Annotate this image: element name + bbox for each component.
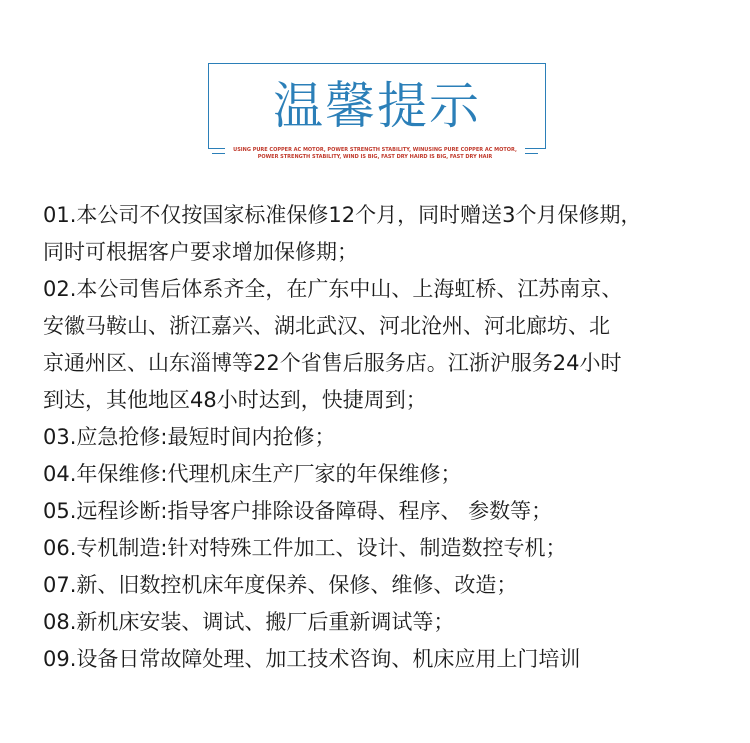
tip-line: 08.新机床安装、调试、搬厂后重新调试等； [43, 610, 455, 634]
header-caption: USING PURE COPPER AC MOTOR, POWER STRENGTH STABILITY, WINUSING PURE COPPER AC MOTOR, POWER STRENGTH STABILITY, WIND IS BIG, FAST DRY HAIRD IS BIG, FAST DRY HAIR [225, 147, 525, 161]
tip-line: 09.设备日常故障处理、加工技术咨询、机床应用上门培训 [43, 647, 581, 671]
tip-line: 同时可根据客户要求增加保修期； [43, 240, 358, 264]
tip-line: 03.应急抢修:最短时间内抢修； [43, 425, 336, 449]
tip-line: 05.远程诊断:指导客户排除设备障碍、程序、 参数等； [43, 499, 553, 523]
tips-list [43, 197, 723, 678]
tip-line: 到达，其他地区48小时达到，快捷周到； [43, 388, 427, 412]
tip-line: 04.年保维修:代理机床生产厂家的年保维修； [43, 462, 462, 486]
tip-line: 02.本公司售后体系齐全，在广东中山、上海虹桥、江苏南京、 [43, 277, 623, 301]
tip-line: 01.本公司不仅按国家标准保修12个月，同时赠送3个月保修期， [43, 203, 642, 227]
tip-line: 07.新、旧数控机床年度保养、保修、维修、改造； [43, 573, 518, 597]
tip-line: 06.专机制造:针对特殊工件加工、设计、制造数控专机； [43, 536, 567, 560]
header-box [208, 63, 546, 149]
tip-line: 京通州区、山东淄博等22个省售后服务店。江浙沪服务24小时 [43, 351, 622, 375]
tip-line: 安徽马鞍山、浙江嘉兴、湖北武汉、河北沧州、河北廊坊、北 [43, 314, 610, 338]
page-title: 温馨提示 [273, 77, 481, 135]
